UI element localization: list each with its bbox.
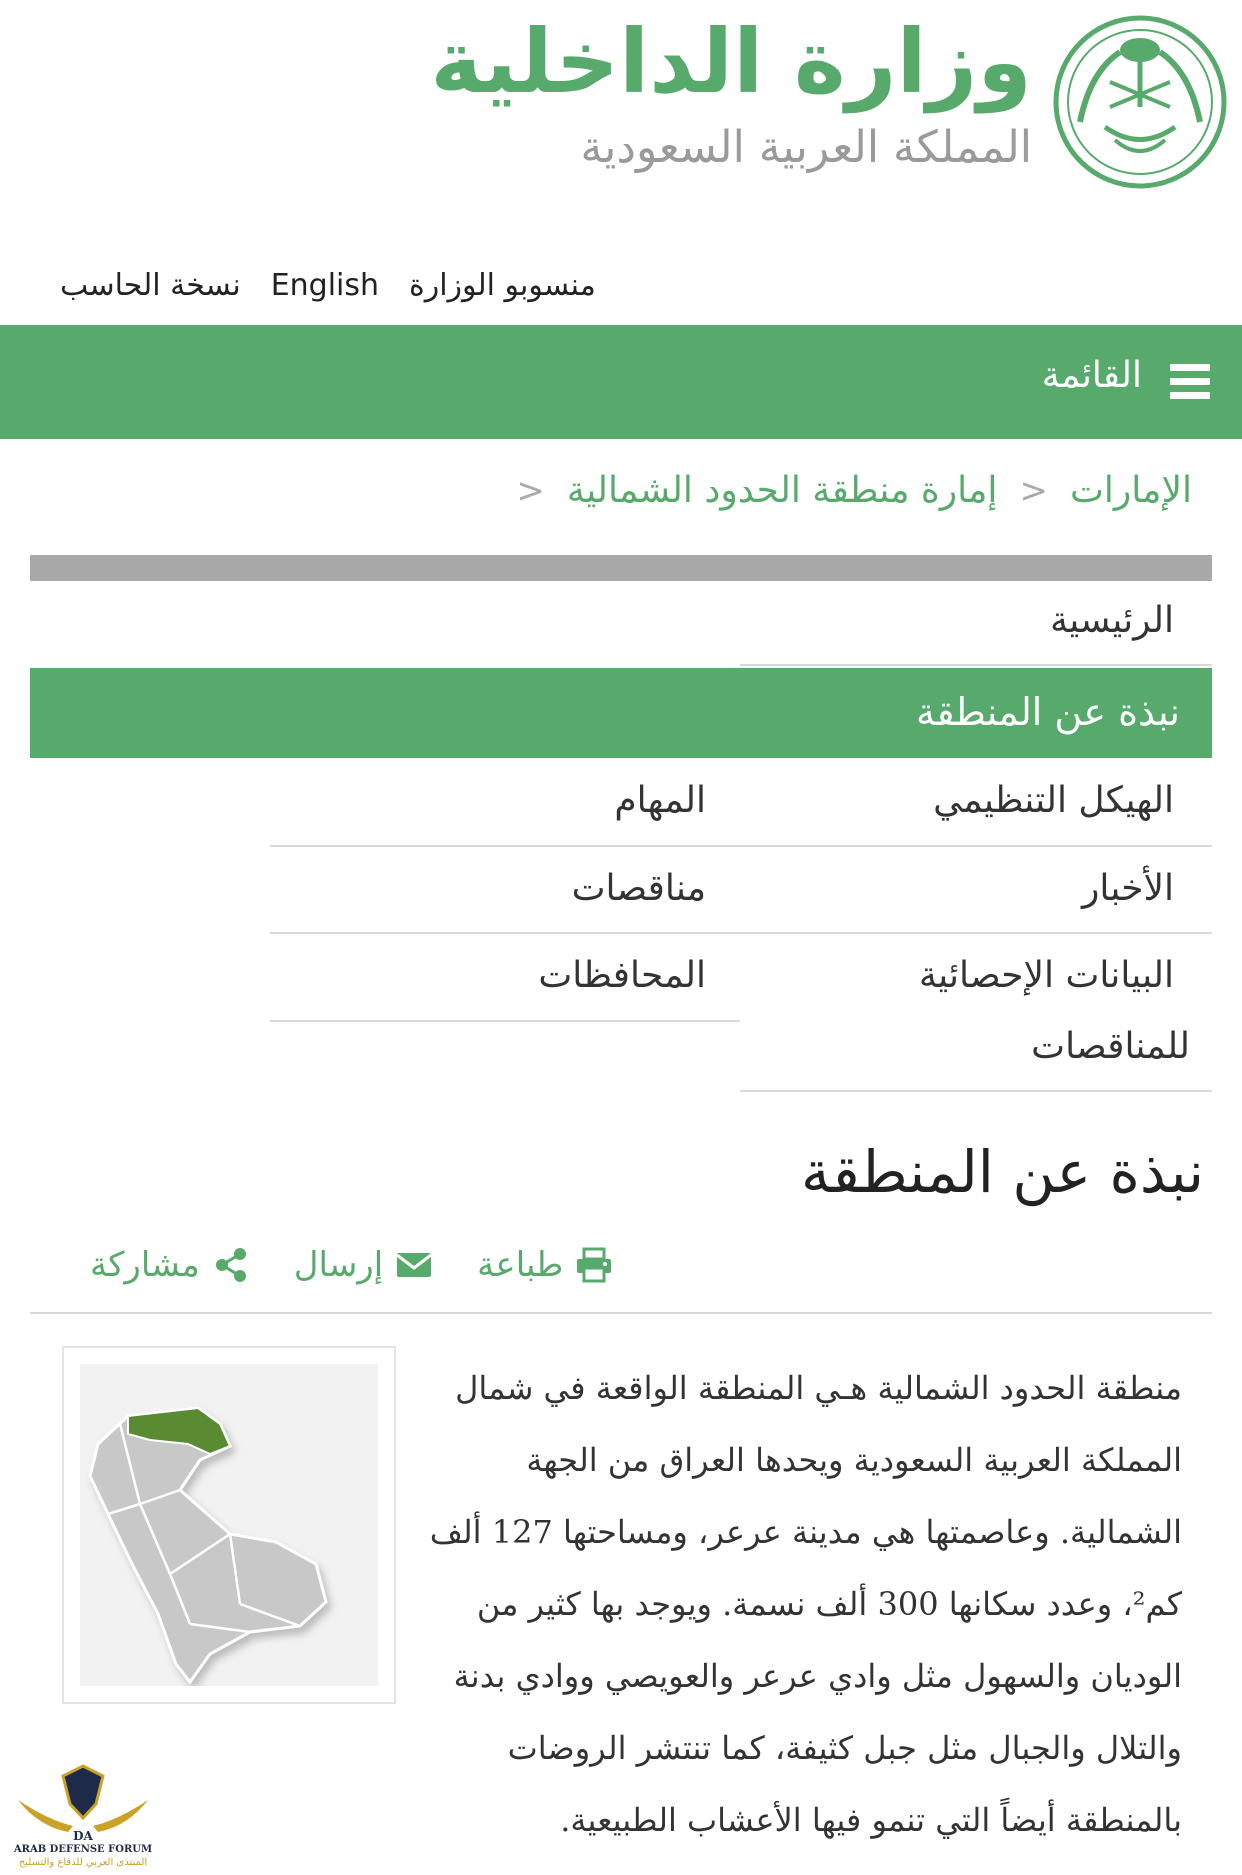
hamburger-icon[interactable] [1170,364,1210,400]
print-label: طباعة [477,1245,564,1285]
english-link[interactable]: English [270,268,380,303]
description-line: الوديان والسهول مثل وادي عرعر والعويصي ووادي بدنة [453,1657,1182,1695]
top-links [60,268,596,303]
forum-initials: DA [73,1829,93,1843]
breadcrumb [516,470,1192,511]
nav-item-tender-stats[interactable]: البيانات الإحصائية [918,955,1174,996]
region-map-image [62,1346,396,1704]
chevron-left-icon: < [516,470,545,511]
desktop-version-link[interactable]: نسخة الحاسب [60,268,241,303]
menu-label[interactable]: القائمة [1041,355,1142,396]
nav-item-governorates[interactable]: المحافظات [538,955,706,996]
nav-item-about-label: نبذة عن المنطقة [916,690,1180,734]
breadcrumb-item-northern-borders[interactable]: إمارة منطقة الحدود الشمالية [566,470,998,511]
nav-item-tenders[interactable]: مناقصات [571,868,706,909]
nav-item-news[interactable]: الأخبار [1081,868,1174,909]
envelope-icon [395,1246,433,1284]
region-description [402,1352,1182,1856]
action-bar [90,1245,613,1285]
nav-divider [270,845,1212,847]
forum-name-ar: المنتدى العربي للدفاع والتسليح [18,1857,148,1868]
description-line: بالمنطقة أيضاً التي تنمو فيها الأعشاب الطبيعية. [560,1801,1182,1839]
share-button[interactable] [90,1245,250,1285]
kingdom-name: المملكة العربية السعودية [580,122,1032,173]
page-title: نبذة عن المنطقة [801,1138,1204,1206]
nav-divider [270,1020,740,1022]
content-divider [30,1312,1212,1314]
printer-icon [575,1246,613,1284]
nav-divider [270,932,1212,934]
send-label: إرسال [293,1245,384,1285]
share-icon [212,1246,250,1284]
nav-item-org-structure[interactable]: الهيكل التنظيمي [933,780,1174,821]
forum-name-en: ARAB DEFENSE FORUM [13,1844,153,1855]
forum-watermark-logo [8,1760,158,1870]
description-line: منطقة الحدود الشمالية هـي المنطقة الواقعة في شمال [455,1369,1182,1407]
send-button[interactable] [294,1245,433,1285]
share-label: مشاركة [90,1245,200,1285]
breadcrumb-item-emirates[interactable]: الإمارات [1069,470,1192,511]
nav-divider [740,1090,1212,1092]
nav-divider [740,664,1212,666]
ministry-name: وزارة الداخلية [430,10,1032,113]
divider-bar [30,555,1212,581]
nav-item-tasks[interactable]: المهام [614,780,706,821]
staff-link[interactable]: منسوبو الوزارة [409,268,596,303]
chevron-left-icon: < [1019,470,1048,511]
description-line: المملكة العربية السعودية ويحدها العراق من الجهة [526,1441,1182,1479]
description-line: كم²، وعدد سكانها 300 ألف نسمة. ويوجد بها كثير من [476,1585,1182,1623]
nav-item-home[interactable]: الرئيسية [1050,600,1174,641]
print-button[interactable] [477,1245,613,1285]
ministry-emblem-icon [1050,12,1230,192]
description-line: والتلال والجبال مثل جبل كثيفة، كما تنتشر الروضات [507,1729,1182,1767]
nav-item-tender-stats-line2[interactable]: للمناقصات [1031,1026,1190,1067]
description-line: الشمالية. وعاصمتها هي مدينة عرعر، ومساحتها 127 ألف [429,1513,1182,1551]
saudi-map-icon [80,1364,378,1686]
